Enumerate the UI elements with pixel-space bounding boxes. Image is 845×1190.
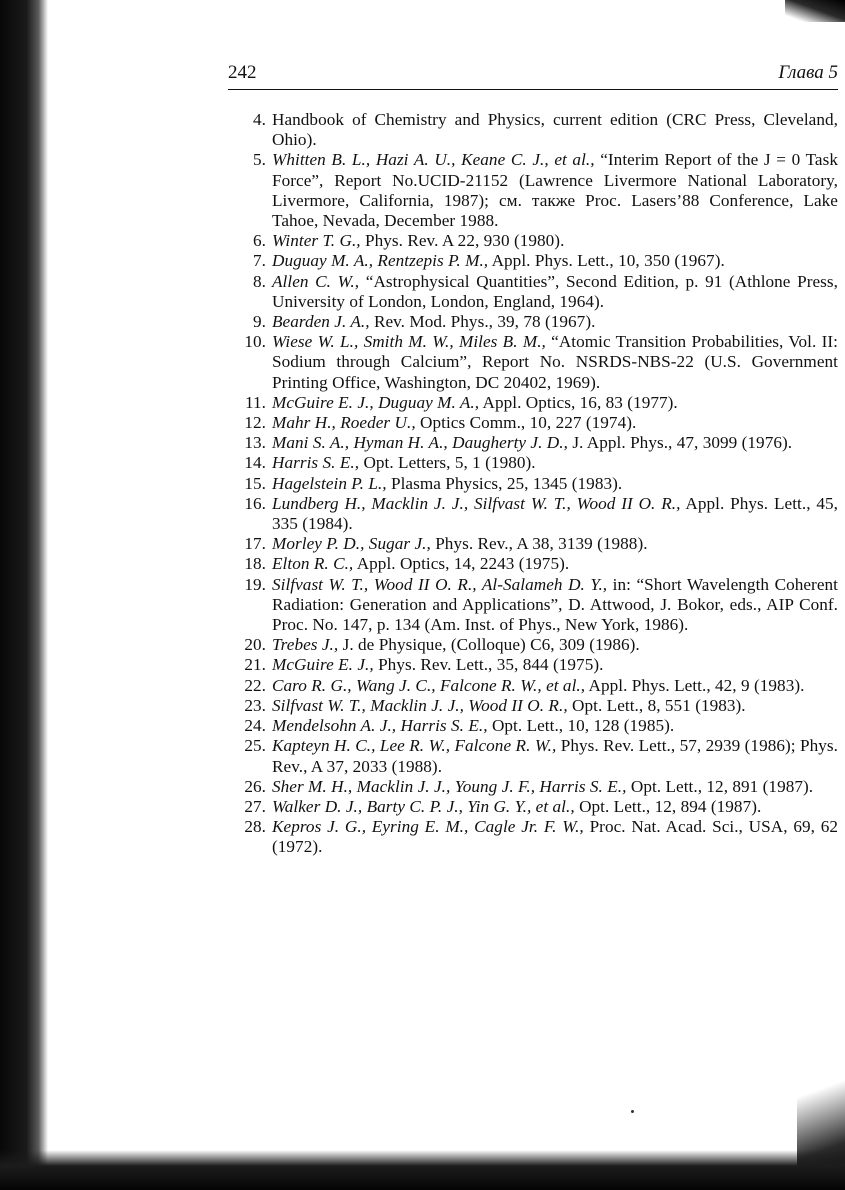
reference-text [272, 534, 838, 554]
reference-item [232, 676, 838, 696]
reference-authors: Morley P. D., Sugar J., [272, 534, 431, 554]
reference-text [272, 251, 838, 271]
reference-authors: Harris S. E., [272, 453, 360, 473]
reference-text [272, 332, 838, 393]
reference-authors: Wiese W. L., Smith M. W., Miles B. M., [272, 332, 546, 352]
reference-item [232, 150, 838, 231]
scan-shadow-bottom [0, 1150, 845, 1190]
reference-text [272, 797, 838, 817]
reference-text [272, 433, 838, 453]
reference-item [232, 332, 838, 393]
reference-citation: “Astrophysical Quantities”, Second Edition, p. 91 (Athlone Press, University of London, London, England, 1964). [272, 271, 838, 311]
reference-item [232, 393, 838, 413]
reference-authors: Allen C. W., [272, 271, 360, 291]
reference-number: 16. [244, 493, 266, 513]
reference-citation: Appl. Phys. Lett., 42, 9 (1983). [588, 675, 805, 695]
reference-number: 4. [253, 110, 266, 129]
reference-citation: J. Appl. Phys., 47, 3099 (1976). [572, 433, 793, 453]
reference-text [272, 494, 838, 534]
reference-text [272, 777, 838, 797]
reference-authors: Lundberg H., Macklin J. J., Silfvast W. T., Wood II O. R., [272, 493, 681, 513]
reference-number: 9. [253, 312, 266, 332]
reference-item [232, 474, 838, 494]
reference-citation: Appl. Phys. Lett., 10, 350 (1967). [491, 251, 725, 271]
reference-number: 5. [253, 150, 266, 170]
reference-citation: Opt. Lett., 12, 891 (1987). [630, 776, 814, 796]
reference-item [232, 655, 838, 675]
reference-text [272, 150, 838, 231]
reference-authors: McGuire E. J., Duguay M. A., [272, 392, 480, 412]
reference-number: 14. [244, 453, 266, 473]
reference-number: 25. [244, 736, 266, 756]
reference-authors: Elton R. C., [272, 554, 354, 574]
reference-number: 12. [244, 413, 266, 433]
reference-number: 26. [244, 776, 266, 796]
reference-authors: Caro R. G., Wang J. C., Falcone R. W., et al., [272, 675, 586, 695]
reference-authors: Hagelstein P. L., [272, 473, 387, 493]
reference-authors: Mani S. A., Hyman H. A., Daugherty J. D., [272, 433, 568, 453]
reference-text [272, 575, 838, 636]
scan-shadow-left [0, 0, 48, 1190]
reference-text [272, 413, 838, 433]
reference-text [272, 231, 838, 251]
reference-item [232, 777, 838, 797]
reference-item [232, 231, 838, 251]
reference-item [232, 797, 838, 817]
reference-citation: Rev. Mod. Phys., 39, 78 (1967). [373, 312, 596, 332]
reference-authors: Sher M. H., Macklin J. J., Young J. F., Harris S. E., [272, 776, 627, 796]
reference-citation: Appl. Optics, 14, 2243 (1975). [356, 554, 570, 574]
reference-citation: Appl. Optics, 16, 83 (1977). [482, 392, 678, 412]
reference-number: 23. [244, 695, 266, 715]
reference-citation: Phys. Rev. Lett., 35, 844 (1975). [378, 655, 604, 675]
reference-authors: Bearden J. A., [272, 312, 370, 332]
reference-text [272, 817, 838, 857]
reference-item [232, 635, 838, 655]
reference-citation: “Interim Report of the J = 0 Task Force”, Report No.UCID-21152 (Lawrence Livermore National Laboratory, Livermore, California, 1987); см. также Proc. Lasers’88 Conference, Lake Tahoe, Nevada, December 1988. [272, 150, 838, 231]
reference-item [232, 272, 838, 312]
reference-authors: Kapteyn H. C., Lee R. W., Falcone R. W., [272, 736, 557, 756]
reference-item [232, 696, 838, 716]
reference-number: 27. [244, 796, 266, 816]
reference-text [272, 736, 838, 776]
reference-text [272, 635, 838, 655]
reference-citation: Opt. Letters, 5, 1 (1980). [363, 453, 536, 473]
reference-number: 20. [244, 635, 266, 655]
reference-number: 28. [244, 817, 266, 837]
reference-citation: Appl. Phys. Lett., 45, 335 (1984). [272, 493, 839, 534]
reference-item [232, 413, 838, 433]
reference-citation: Phys. Rev. Lett., 57, 2939 (1986); Phys. Rev., A 37, 2033 (1988). [272, 736, 838, 776]
reference-number: 15. [244, 473, 266, 493]
reference-authors: Mendelsohn A. J., Harris S. E., [272, 716, 488, 736]
reference-authors: Silfvast W. T., Macklin J. J., Wood II O. R., [272, 695, 568, 715]
reference-number: 6. [253, 231, 266, 251]
reference-citation: Optics Comm., 10, 227 (1974). [420, 413, 637, 433]
reference-number: 8. [253, 271, 266, 291]
reference-authors: Duguay M. A., Rentzepis P. M., [272, 251, 489, 271]
reference-citation: Phys. Rev., A 38, 3139 (1988). [435, 534, 648, 554]
reference-text [272, 393, 838, 413]
reference-citation: Plasma Physics, 25, 1345 (1983). [391, 473, 623, 493]
reference-item [232, 110, 838, 150]
reference-authors: Trebes J., [272, 635, 339, 655]
reference-citation: Phys. Rev. A 22, 930 (1980). [365, 231, 565, 251]
reference-citation: Handbook of Chemistry and Physics, current edition (CRC Press, Cleveland, Ohio). [272, 110, 838, 150]
reference-item [232, 554, 838, 574]
reference-text [272, 110, 838, 150]
reference-authors: McGuire E. J., [272, 655, 374, 675]
chapter-running-head: Глава 5 [778, 62, 838, 83]
reference-number: 11. [245, 392, 266, 412]
reference-text [272, 474, 838, 494]
reference-item [232, 736, 838, 776]
reference-citation: in: “Short Wavelength Coherent Radiation: Generation and Applications”, D. Attwood, J. Bokor, eds., AIP Conf. Proc. No. 147, p. 134 (Am. Inst. of Phys., New York, 1986). [272, 574, 838, 635]
reference-item [232, 312, 838, 332]
reference-item [232, 575, 838, 636]
reference-item [232, 716, 838, 736]
reference-citation: Opt. Lett., 10, 128 (1985). [491, 716, 675, 736]
reference-text [272, 655, 838, 675]
reference-number: 22. [244, 675, 266, 695]
page-header [228, 62, 838, 88]
reference-citation: J. de Physique, (Colloque) C6, 309 (1986). [342, 635, 640, 655]
reference-number: 21. [244, 655, 266, 675]
reference-text [272, 696, 838, 716]
reference-number: 17. [244, 534, 266, 554]
reference-authors: Silfvast W. T., Wood II O. R., Al-Salameh D. Y., [272, 574, 608, 594]
reference-text [272, 272, 838, 312]
reference-number: 13. [244, 433, 266, 453]
reference-citation: Proc. Nat. Acad. Sci., USA, 69, 62 (1972). [272, 817, 839, 857]
scan-shadow-top-right [785, 0, 845, 22]
page-number: 242 [228, 62, 257, 83]
reference-list [232, 110, 838, 858]
reference-number: 18. [244, 554, 266, 574]
reference-citation: Opt. Lett., 8, 551 (1983). [572, 695, 746, 715]
scan-speck [631, 1110, 634, 1113]
reference-authors: Winter T. G., [272, 231, 361, 251]
reference-item [232, 534, 838, 554]
reference-authors: Mahr H., Roeder U., [272, 413, 416, 433]
reference-authors: Walker D. J., Barty C. P. J., Yin G. Y., et al., [272, 796, 575, 816]
reference-number: 10. [244, 332, 266, 352]
reference-item [232, 433, 838, 453]
reference-number: 19. [244, 574, 266, 594]
reference-item [232, 453, 838, 473]
reference-text [272, 312, 838, 332]
reference-number: 7. [253, 251, 266, 271]
header-rule [228, 89, 838, 90]
reference-authors: Whitten B. L., Hazi A. U., Keane C. J., et al., [272, 150, 595, 170]
reference-text [272, 554, 838, 574]
reference-text [272, 453, 838, 473]
reference-item [232, 817, 838, 857]
reference-text [272, 716, 838, 736]
reference-number: 24. [244, 716, 266, 736]
reference-authors: Kepros J. G., Eyring E. M., Cagle Jr. F. W., [272, 817, 584, 837]
reference-citation: Opt. Lett., 12, 894 (1987). [579, 796, 762, 816]
reference-item [232, 494, 838, 534]
reference-citation: “Atomic Transition Probabilities, Vol. II: Sodium through Calcium”, Report No. NSRDS-NBS-22 (U.S. Government Printing Office, Washington, DC 20402, 1969). [272, 332, 838, 392]
reference-text [272, 676, 838, 696]
reference-item [232, 251, 838, 271]
